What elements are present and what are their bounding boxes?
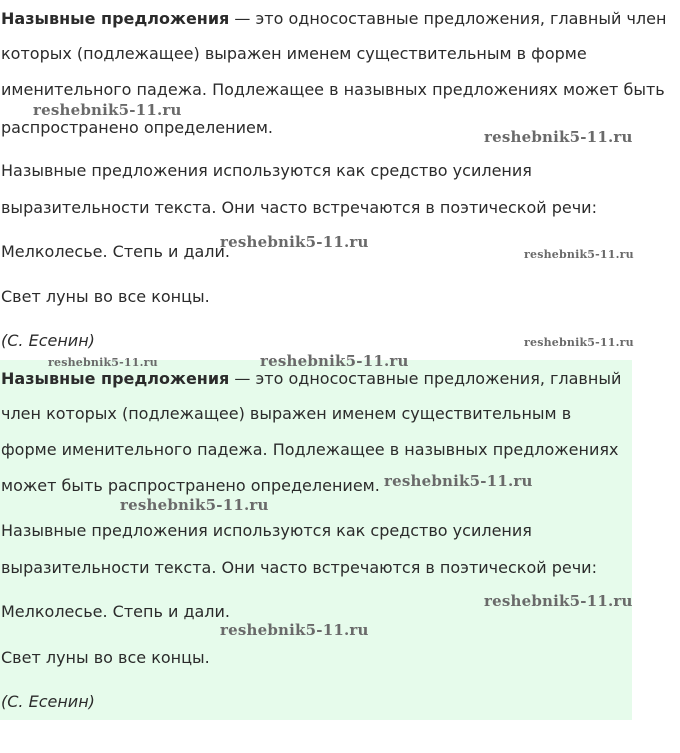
term-bold: Назывные предложения	[1, 369, 230, 388]
watermark: reshebnik5-11.ru	[260, 352, 409, 370]
poem-author	[1, 331, 95, 351]
definition-line-2: член которых (подлежащее) выражен именем существительным в	[1, 404, 572, 423]
definition-text: — это односоставные предложения, главный	[229, 369, 622, 388]
watermark: reshebnik5-11.ru	[524, 248, 634, 261]
usage-line-2: выразительности текста. Они часто встречаются в поэтической речи:	[1, 558, 597, 577]
poem-author	[1, 692, 95, 712]
watermark: reshebnik5-11.ru	[120, 496, 269, 514]
author-italic: (С. Есенин)	[1, 692, 95, 711]
article-highlighted	[0, 360, 632, 720]
poem-line-1: Мелколесье. Степь и дали.	[1, 602, 231, 621]
watermark: reshebnik5-11.ru	[33, 101, 182, 119]
definition-line-2: которых (подлежащее) выражен именем существительным в форме	[1, 44, 587, 63]
definition-line-1	[1, 369, 621, 389]
definition-line-3: именительного падежа. Подлежащее в назывных предложениях может быть	[1, 80, 665, 99]
watermark: reshebnik5-11.ru	[384, 472, 533, 490]
watermark: reshebnik5-11.ru	[48, 356, 158, 369]
watermark: reshebnik5-11.ru	[220, 621, 369, 639]
poem-line-2: Свет луны во все концы.	[1, 287, 210, 306]
poem-line-1: Мелколесье. Степь и дали.	[1, 242, 231, 261]
definition-line-4: может быть распространено определением.	[1, 476, 380, 495]
usage-line-1: Назывные предложения используются как средство усиления	[1, 521, 532, 540]
poem-line-2: Свет луны во все концы.	[1, 648, 210, 667]
watermark: reshebnik5-11.ru	[484, 592, 633, 610]
definition-line-4: распространено определением.	[1, 118, 273, 137]
definition-line-1	[1, 9, 666, 29]
watermark: reshebnik5-11.ru	[524, 336, 634, 349]
definition-line-3: форме именительного падежа. Подлежащее в назывных предложениях	[1, 440, 619, 459]
term-bold: Назывные предложения	[1, 9, 230, 28]
definition-text: — это односоставные предложения, главный член	[229, 9, 667, 28]
usage-line-1: Назывные предложения используются как средство усиления	[1, 161, 532, 180]
watermark: reshebnik5-11.ru	[484, 128, 633, 146]
watermark: reshebnik5-11.ru	[220, 233, 369, 251]
usage-line-2: выразительности текста. Они часто встречаются в поэтической речи:	[1, 198, 597, 217]
author-italic: (С. Есенин)	[1, 331, 95, 350]
